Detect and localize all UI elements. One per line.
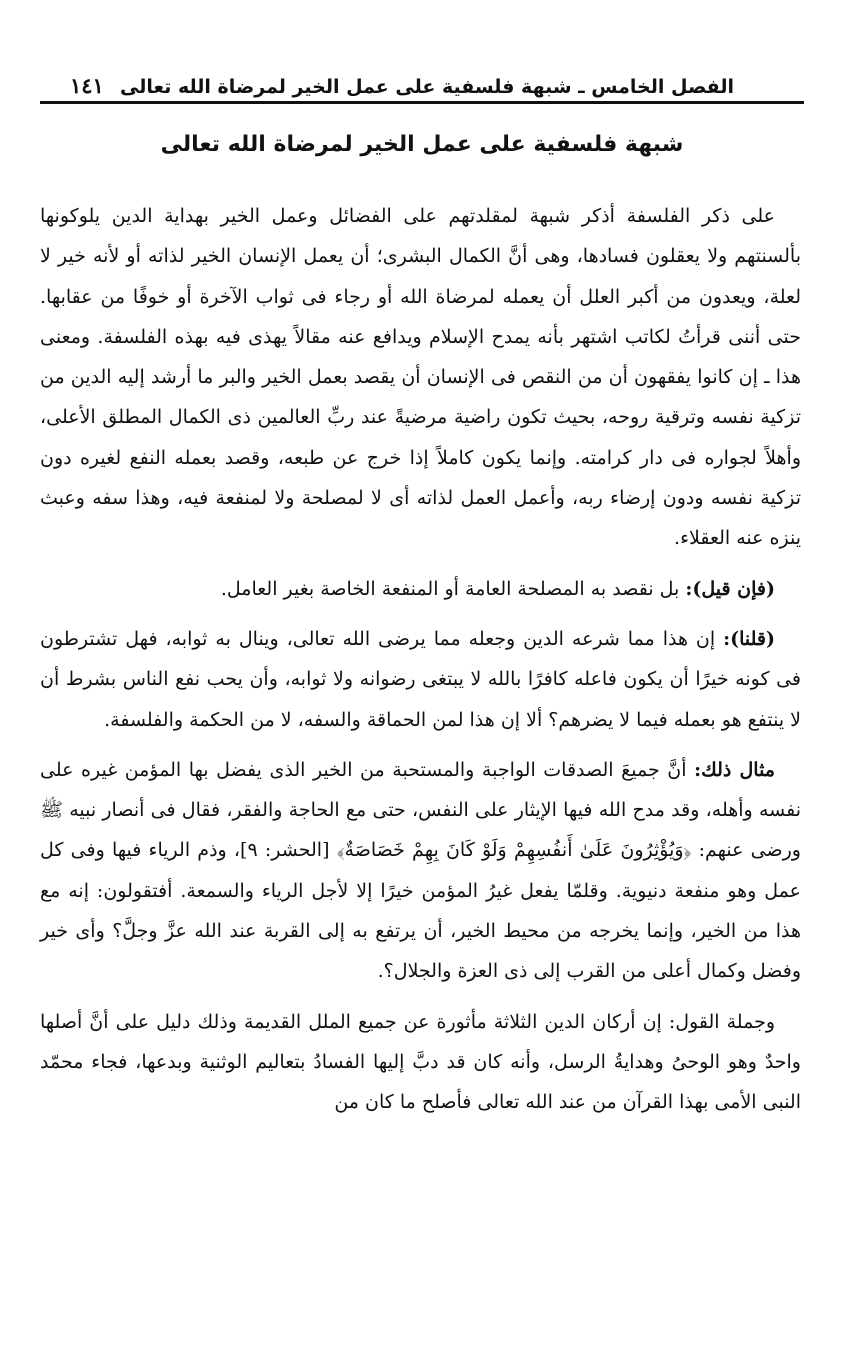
paragraph-4-lead: مثال ذلك:: [694, 758, 775, 781]
paragraph-5: وجملة القول: إن أركان الدين الثلاثة مأثورة عن جميع الملل القديمة وذلك دليل على أنَّ أصلها واحدٌ وهو الوحىُ وهدايةُ الرسل، وأنه كان قد دبَّ إليها الفسادُ بتعاليم الوثنية وبدعها، فجاء محمّد النبى الأمى بهذا القرآن من عند الله تعالى فأصلح ما كان من: [40, 1010, 801, 1114]
paragraph-3-lead: (قلنا):: [723, 627, 775, 650]
paragraph-2-lead: (فإن قيل):: [685, 577, 775, 600]
body-text: [40, 196, 801, 1133]
paragraph-3: [40, 619, 801, 740]
paragraph-2-text: بل نقصد به المصلحة العامة أو المنفعة الخاصة بغير العامل.: [220, 577, 686, 600]
running-header: [40, 58, 804, 98]
running-title: الفصل الخامس ـ شبهة فلسفية على عمل الخير لمرضاة الله تعالى: [120, 76, 734, 98]
header-rule: [40, 101, 804, 104]
paragraph-1: على ذكر الفلسفة أذكر شبهة لمقلدتهم على الفضائل وعمل الخير بهداية الدين يلوكونها بألسنتهم ولا يعقلون فسادها، وهى أنَّ الكمال البشرى؛ أن يعمل الإنسان الخير لذاته أو لأنه خير لا لعلة، ويعدون من أكبر العلل أن يعمله لمرضاة الله أو رجاء فى ثواب الآخرة أو خوفًا من عقابها. حتى أننى قرأتُ لكاتب اشتهر بأنه يمدح الإسلام ويدافع عنه مقالاً يهذى فيه بهذه الفلسفة. ومعنى هذا ـ إن كانوا يفقهون أن من النقص فى الإنسان أن يقصد بعمل الخير والبر ما أرشد إليه الدين من تزكية نفسه وترقية روحه، بحيث تكون راضية مرضيةً عند ربِّ العالمين ذى الكمال المطلق الأعلى، وأهلاً لجواره فى دار كرامته. وإنما يكون كاملاً إذا خرج عن طبعه، وقصد بعمله النفع لغيره دون تزكية نفسه ودون إرضاء ربه، وأعمل العمل لذاته أى لا لمصلحة ولا لمنفعة فيه، وهذا سفه وعبث ينزه عنه العقلاء.: [40, 205, 801, 550]
page-number: ١٤١: [70, 73, 104, 98]
paragraph-2: [40, 569, 801, 609]
paragraph-3-text: إن هذا مما شرعه الدين وجعله مما يرضى الله تعالى، وينال به ثوابه، فهل تشترطون فى كونه خيرًا أن يكون فاعله كافرًا بالله لا يبتغى رضوانه ولا ثوابه، وأن يحب نفع الناس بشرط أن لا ينتفع هو بعمله فيما لا يضرهم؟ ألا إن هذا لمن الحماقة والسفه، لا من الحكمة والفلسفة.: [40, 627, 801, 731]
paragraph-4: [40, 750, 801, 992]
section-title: شبهة فلسفية على عمل الخير لمرضاة الله تعالى: [160, 132, 684, 157]
paragraph-4-text: أنَّ جميعَ الصدقات الواجبة والمستحبة من الخير الذى يفضل بها المؤمن غيره على نفسه وأهله، وقد مدح الله فيها الإيثار على النفس، حتى مع الحاجة والفقر، فقال فى أنصار نبيه ﷺ ورضى عنهم: ﴿وَيُؤْثِرُونَ عَلَىٰ أَنفُسِهِمْ وَلَوْ كَانَ بِهِمْ خَصَاصَةٌ﴾ [الحشر: ٩]، وذم الرياء فيها وفى كل عمل وهو منفعة دنيوية. وقلمّا يفعل غيرُ المؤمن خيرًا إلا لأجل الرياء والسمعة. أفتقولون: إنه مع هذا من الخير، وإنما يخرجه من محيط الخير، أن يرتفع به إلى القربة عند الله عزَّ وجلَّ؟ وأى خير وفضل وكمال أعلى من القرب إلى ذى العزة والجلال؟.: [40, 758, 801, 983]
